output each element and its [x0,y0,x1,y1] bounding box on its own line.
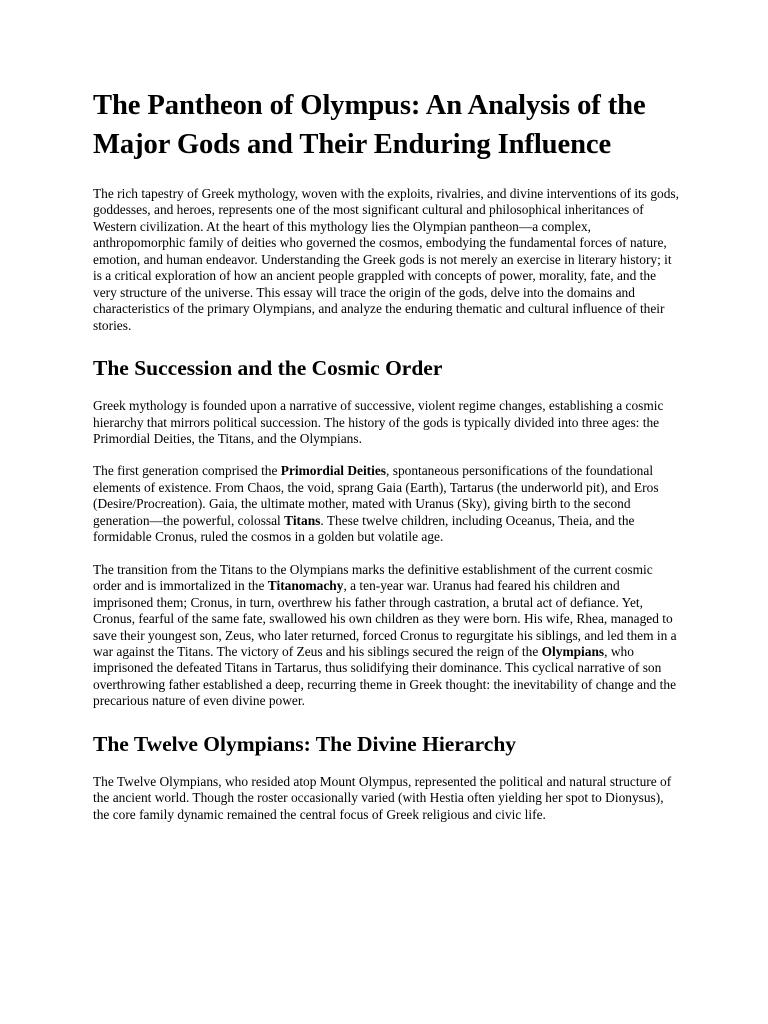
text-run: , who imprisoned the defeated Titans in Tartarus, thus solidifying their dominance. This cyclical narrative of son overthrowing father established a deep, recurring theme in Greek thought: the inevitability of change and the precarious nature of even divine power. [93,643,677,709]
document-title: The Pantheon of Olympus: An Analysis of the Major Gods and Their Enduring Influence [93,90,646,160]
text-run: , a ten-year war. Uranus had feared his children and imprisoned them; Cronus, in turn, overthrew his father through castration, a brutal act of defiance. Yet, Cronus, fearful of the same fate, swallowed his own children as they were born. His wife, Rhea, managed to save their youngest son, Zeus, who later returned, forced Cronus to regurgitate his siblings, and led them in a war against the Titans. The victory of Zeus and his siblings secured the reign of the [93,578,677,659]
succession-paragraph-1: Greek mythology is founded upon a narrative of successive, violent regime changes, establishing a cosmic hierarchy that mirrors political succession. The history of the gods is typically divided into three ages: the Primordial Deities, the Titans, and the Olympians. [93,398,664,446]
succession-paragraph-2 [93,463,681,545]
text-run: The transition from the Titans to the Olympians marks the definitive establishment of the current cosmic order and is immortalized in the [93,561,653,594]
intro-paragraph: The rich tapestry of Greek mythology, woven with the exploits, rivalries, and divine interventions of its gods, goddesses, and heroes, represents one of the most significant cultural and philosophical inheritances of Western civilization. At the heart of this mythology lies the Olympian pantheon—a complex, anthropomorphic family of deities who governed the cosmos, embodying the fundamental forces of nature, emotion, and human endeavor. Understanding the Greek gods is not merely an exercise in literary history; it is a critical exploration of how an ancient people grappled with concepts of power, morality, fate, and the very structure of the universe. This essay will trace the origin of the gods, delve into the domains and characteristics of the primary Olympians, and analyze the enduring thematic and cultural influence of their stories. [93,186,679,333]
text-run: The first generation comprised the [93,463,281,479]
succession-paragraph-3 [93,562,681,710]
term-olympians: Olympians [541,643,605,659]
section-heading-succession: The Succession and the Cosmic Order [93,356,443,381]
text-run: . These twelve children, including Oceanus, Theia, and the formidable Cronus, ruled the cosmos in a golden but volatile age. [93,512,635,545]
term-primordial-deities: Primordial Deities [280,463,387,479]
document-page [93,86,681,839]
term-titans: Titans [284,512,321,528]
section-heading-twelve-olympians: The Twelve Olympians: The Divine Hierarchy [93,731,517,756]
olympians-paragraph-1: The Twelve Olympians, who resided atop Mount Olympus, represented the political and natural structure of the ancient world. Though the roster occasionally varied (with Hestia often yielding her spot to Dionysus), the core family dynamic remained the central focus of Greek religious and civic life. [93,773,672,822]
term-titanomachy: Titanomachy [267,578,344,594]
text-run: , spontaneous personifications of the foundational elements of existence. From Chaos, the void, sprang Gaia (Earth), Tartarus (the underworld pit), and Eros (Desire/Procreation). Gaia, the ultimate mother, mated with Uranus (Sky), giving birth to the second generation—the powerful, colossal [93,463,659,528]
